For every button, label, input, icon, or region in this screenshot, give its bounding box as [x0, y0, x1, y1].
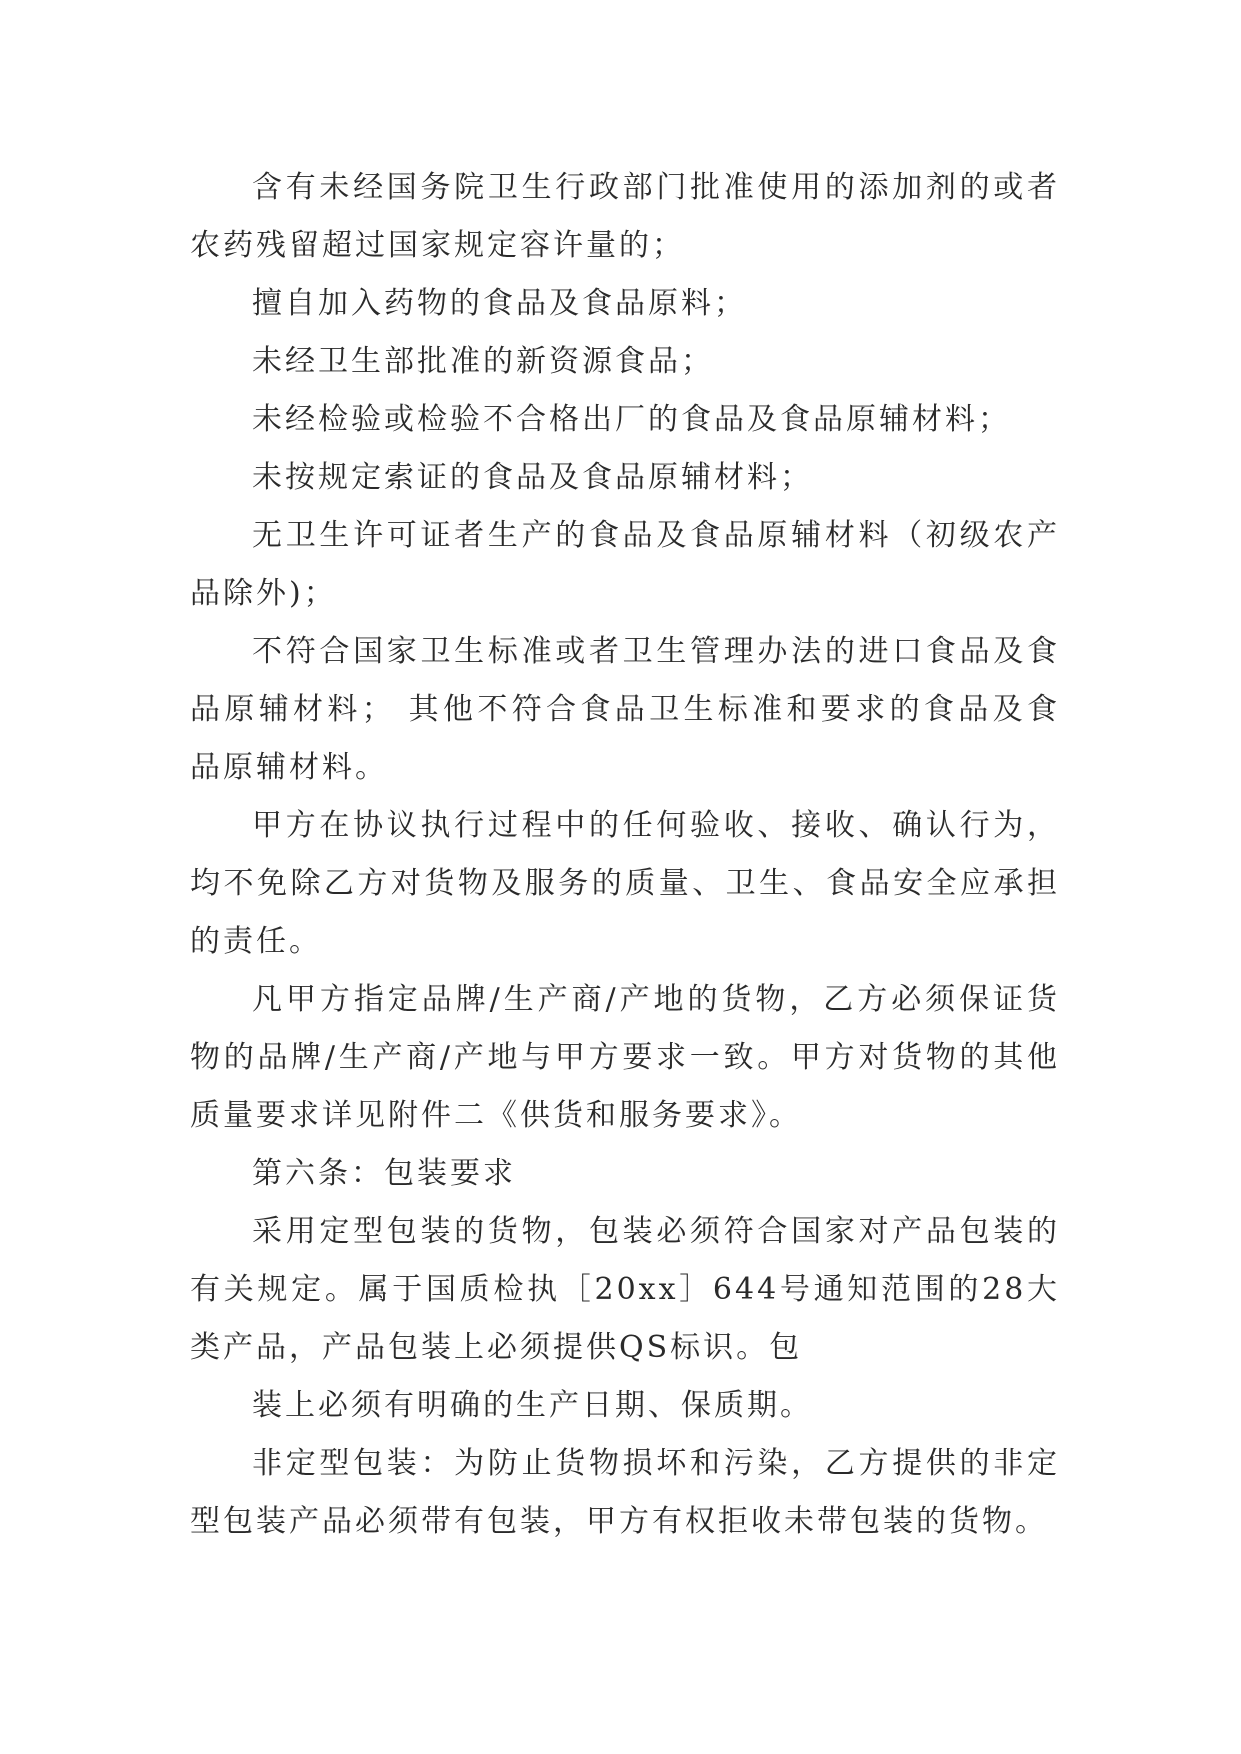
section-heading-packaging: 第六条：包装要求	[252, 1156, 516, 1191]
paragraph-nonstandard-packaging: 非定型包装：为防止货物损坏和污染，乙方提供的非定型包装产品必须带有包装，甲方有权拒收未带包装的货物。	[190, 1446, 1060, 1539]
paragraph-uninspected: 未经检验或检验不合格出厂的食品及食品原辅材料；	[252, 402, 1011, 437]
paragraph-imports: 不符合国家卫生标准或者卫生管理办法的进口食品及食品原辅材料； 其他不符合食品卫生标准和要求的食品及食品原辅材料。	[190, 634, 1060, 785]
paragraph-additives: 含有未经国务院卫生行政部门批准使用的添加剂的或者农药残留超过国家规定容许量的；	[190, 170, 1060, 263]
paragraph-dates: 装上必须有明确的生产日期、保质期。	[252, 1388, 813, 1423]
paragraph-new-resource-food: 未经卫生部批准的新资源食品；	[252, 344, 714, 379]
paragraph-acceptance: 甲方在协议执行过程中的任何验收、接收、确认行为，均不免除乙方对货物及服务的质量、卫生、食品安全应承担的责任。	[190, 808, 1060, 959]
paragraph-brand: 凡甲方指定品牌/生产商/产地的货物，乙方必须保证货物的品牌/生产商/产地与甲方要求一致。甲方对货物的其他质量要求详见附件二《供货和服务要求》。	[190, 982, 1060, 1133]
paragraph-standard-packaging: 采用定型包装的货物，包装必须符合国家对产品包装的有关规定。属于国质检执［20xx］644号通知范围的28大类产品，产品包装上必须提供QS标识。包	[190, 1214, 1060, 1365]
document-body	[190, 159, 1060, 1551]
paragraph-no-certificate: 未按规定索证的食品及食品原辅材料；	[252, 460, 813, 495]
paragraph-added-drugs: 擅自加入药物的食品及食品原料；	[252, 286, 747, 321]
paragraph-no-license: 无卫生许可证者生产的食品及食品原辅材料（初级农产品除外)；	[190, 518, 1060, 611]
